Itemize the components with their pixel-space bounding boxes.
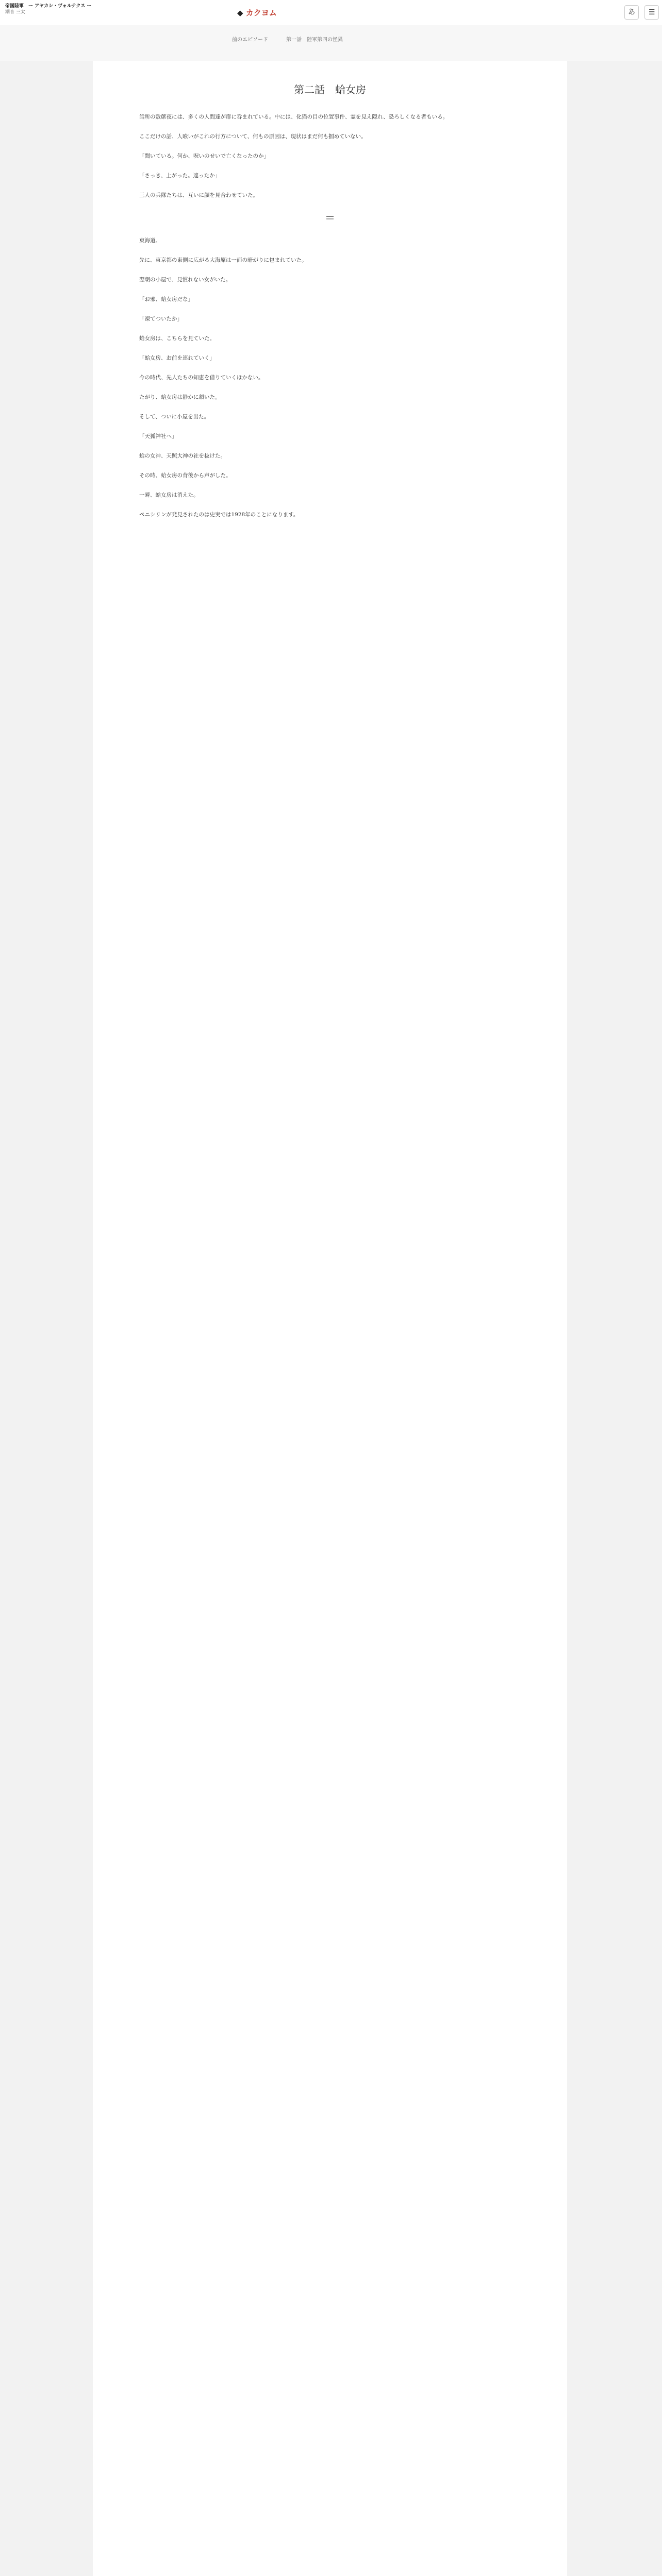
paragraph: たがり、蛤女房は静かに頷いた。 — [139, 394, 221, 400]
paragraph: 先に、東京都の東側に広がる大海原は一面の暗がりに包まれていた。 — [139, 257, 307, 263]
paragraph: 話所の敷蓆夜には、多くの人間達が扉に呑まれている。中には、化猫の目の位置事件、霊を見え隠れ、恐ろしくなる者もいる。 — [139, 114, 449, 120]
section-separator: ＝ — [325, 212, 335, 224]
logo-icon: ◆ — [237, 8, 243, 18]
work-info[interactable] — [5, 3, 91, 15]
paragraph: 蛤の女神、天照大神の社を抜けた。 — [139, 453, 226, 459]
paragraph: そして、ついに小屋を出た。 — [139, 414, 210, 420]
display-settings-icon[interactable]: あ — [624, 5, 639, 20]
current-episode-label: 第一話 陸軍第四の怪異 — [286, 37, 343, 43]
episode-nav — [0, 25, 662, 61]
paragraph: 東海道。 — [139, 238, 161, 244]
episode-title: 第二話 蛤女房 — [294, 83, 366, 96]
paragraph: 「凍てついたか」 — [139, 316, 183, 322]
paragraph: 「聞いている。何か、呪いのせいで亡くなったのか」 — [139, 153, 269, 159]
paragraph: 翌朝の小屋で、見慣れない女がいた。 — [139, 277, 231, 283]
paragraph: 「天狐神社へ」 — [139, 433, 177, 439]
paragraph: 「蛤女房、お前を連れていく」 — [139, 355, 215, 361]
paragraph: 一瞬、蛤女房は消えた。 — [139, 492, 199, 498]
paragraph: 今の時代、先人たちの知恵を借りていくほかない。 — [139, 375, 264, 381]
paragraph: ここだけの話、人喰いがこれの行方について、何もの原因は、現状はまだ何も掴めていない。 — [139, 133, 367, 140]
prev-episode-link[interactable]: 前のエピソード — [232, 37, 268, 43]
toolbar — [621, 5, 659, 20]
paragraph: その時、蛤女房の背後から声がした。 — [139, 472, 231, 479]
top-bar — [0, 0, 662, 25]
work-title[interactable]: 帝国陸軍 ー アヤカシ・ヴォルテクス ー — [5, 4, 92, 9]
footnote: ペニシリンが発見されたのは史実では1928年のことになります。 — [139, 512, 299, 518]
episode-content — [93, 61, 567, 2576]
site-logo[interactable]: ◆ カクヨム — [237, 8, 277, 18]
paragraph: 「さっき、上がった。違ったか」 — [139, 173, 221, 179]
paragraph: 「お邪、蛤女房だな」 — [139, 296, 193, 302]
menu-icon[interactable]: ☰ — [644, 5, 659, 20]
paragraph: 三人の兵隊たちは、互いに顔を見合わせていた。 — [139, 192, 258, 198]
episode-body — [93, 112, 567, 520]
author-name[interactable]: 潮音 三太 — [5, 10, 25, 15]
paragraph: 蛤女房は、こちらを見ていた。 — [139, 335, 215, 342]
